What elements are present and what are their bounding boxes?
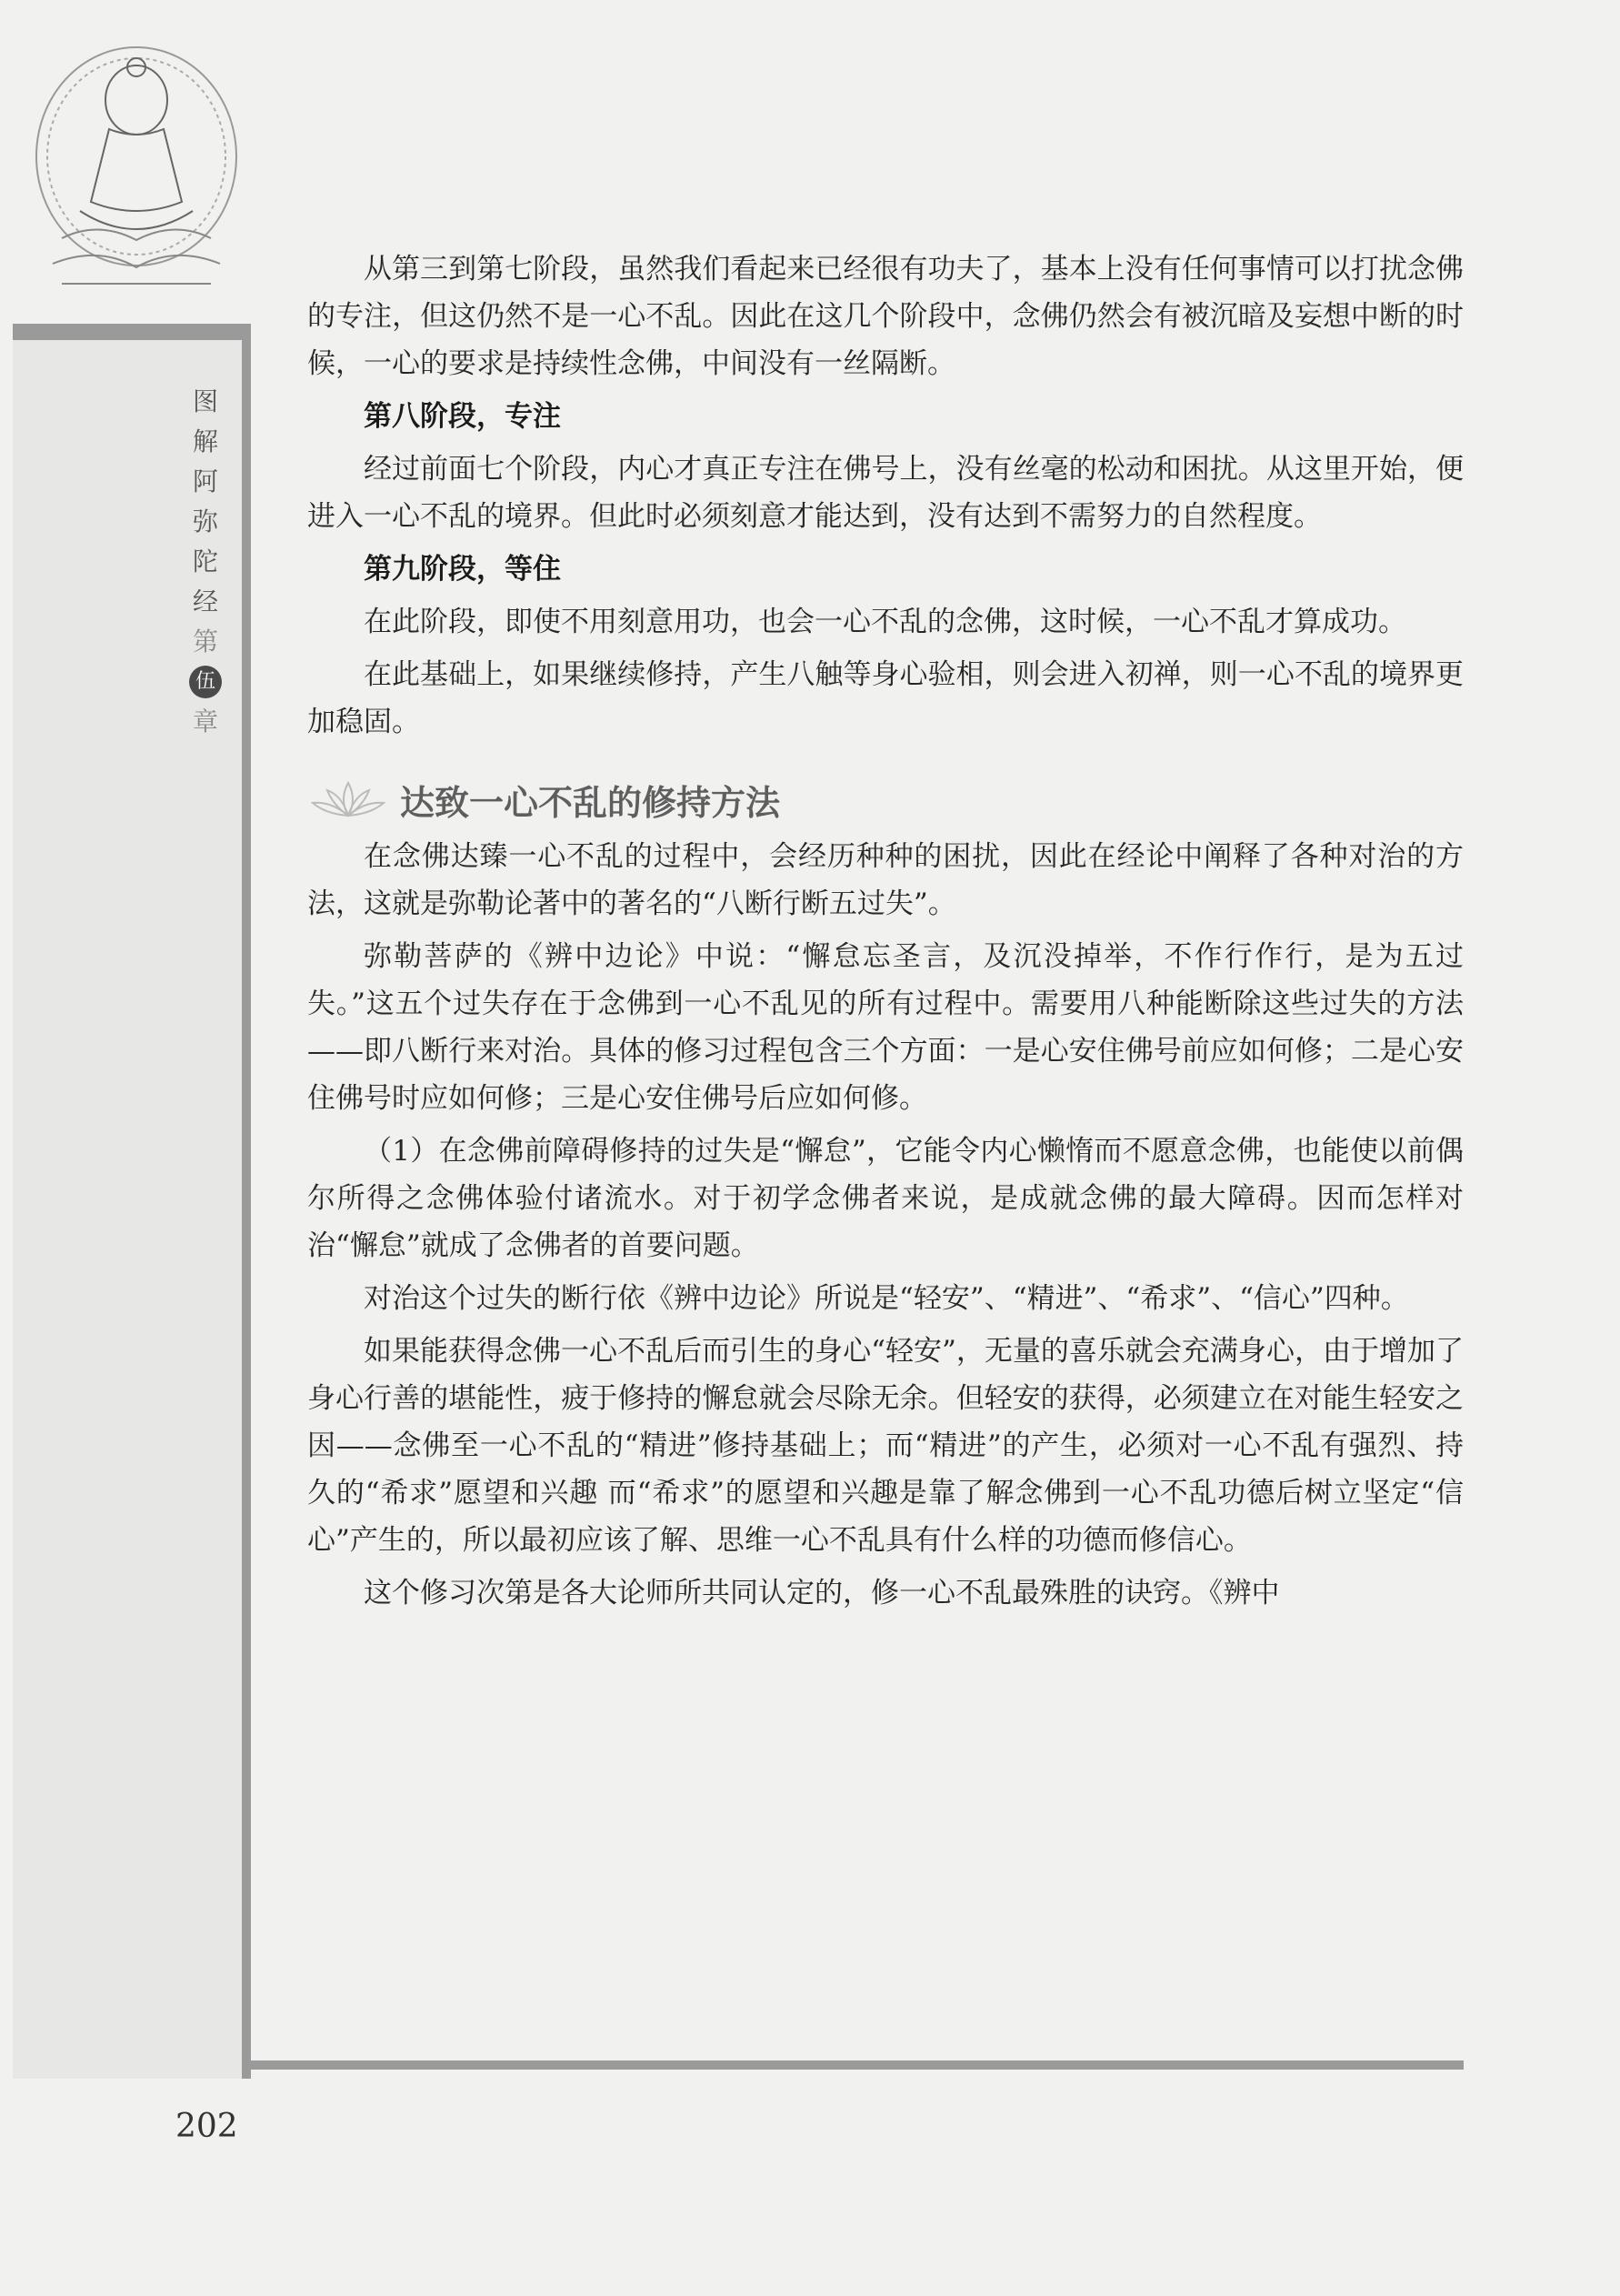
section-heading-row bbox=[307, 771, 1464, 827]
paragraph: 对治这个过失的断行依《辨中边论》所说是“轻安”、“精进”、“希求”、“信心”四种。 bbox=[364, 1282, 1409, 1315]
chapter-number-badge: 伍 bbox=[189, 666, 222, 698]
paragraph: 在此阶段，即使不用刻意用功，也会一心不乱的念佛，这时候，一心不乱才算成功。 bbox=[364, 606, 1406, 638]
lotus-icon bbox=[307, 777, 389, 821]
stage8-title: 第八阶段，专注 bbox=[364, 400, 561, 433]
title-char: 解 bbox=[192, 426, 218, 456]
vertical-book-title bbox=[185, 382, 225, 742]
paragraph: 从第三到第七阶段，虽然我们看起来已经很有功夫了，基本上没有任何事情可以打扰念佛的专注，但这仍然不是一心不乱。因此在这几个阶段中，念佛仍然会有被沉暗及妄想中断的时候，一心的要求是持续性念佛，中间没有一丝隔断。 bbox=[307, 253, 1464, 380]
paragraph: 在此基础上，如果继续修持，产生八触等身心验相，则会进入初禅，则一心不乱的境界更加稳固。 bbox=[307, 658, 1464, 738]
paragraph: 在念佛达臻一心不乱的过程中，会经历种种的困扰，因此在经论中阐释了各种对治的方法，这就是弥勒论著中的著名的“八断行断五过失”。 bbox=[307, 840, 1464, 920]
page-number: 202 bbox=[175, 2108, 238, 2145]
paragraph: 这个修习次第是各大论师所共同认定的，修一心不乱最殊胜的诀窍。《辨中 bbox=[364, 1577, 1280, 1609]
paragraph: 如果能获得念佛一心不乱后而引生的身心“轻安”，无量的喜乐就会充满身心，由于增加了身心行善的堪能性，疲于修持的懈怠就会尽除无余。但轻安的获得，必须建立在对能生轻安之因——念佛至一心不乱的“精进”修持基础上；而“精进”的产生，必须对一心不乱有强烈、持久的“希求”愿望和兴趣 而“希求”的愿望和兴趣是靠了解念佛到一心不乱功德后树立坚定“信心”产生的，所以最初应该了解、思维一心不乱具有什么样的功德而修信心。 bbox=[307, 1335, 1464, 1557]
stage9-title: 第九阶段，等住 bbox=[364, 553, 561, 586]
paragraph: （1）在念佛前障碍修持的过失是“懈怠”，它能令内心懒惰而不愿意念佛，也能使以前偶尔所得之念佛体验付诸流水。对于初学念佛者来说，是成就念佛的最大障碍。因而怎样对治“懈怠”就成了念佛者的首要问题。 bbox=[307, 1135, 1464, 1262]
title-char: 阿 bbox=[192, 466, 218, 496]
buddha-illustration bbox=[25, 29, 248, 302]
title-char: 陀 bbox=[192, 546, 218, 577]
paragraph: 经过前面七个阶段，内心才真正专注在佛号上，没有丝毫的松动和困扰。从这里开始，便进入一心不乱的境界。但此时必须刻意才能达到，没有达到不需努力的自然程度。 bbox=[307, 453, 1464, 533]
title-char: 图 bbox=[192, 386, 218, 416]
title-char: 弥 bbox=[192, 506, 218, 536]
bottom-rule bbox=[251, 2060, 1464, 2070]
title-char: 经 bbox=[192, 587, 218, 617]
body-text bbox=[307, 246, 1464, 1622]
paragraph: 弥勒菩萨的《辨中边论》中说：“懈怠忘圣言，及沉没掉举，不作行作行，是为五过失。”这五个过失存在于念佛到一心不乱见的所有过程中。需要用八种能断除这些过失的方法——即八断行来对治。具体的修习过程包含三个方面：一是心安住佛号前应如何修；二是心安住佛号时应如何修；三是心安住佛号后应如何修。 bbox=[307, 940, 1464, 1115]
section-heading: 达致一心不乱的修持方法 bbox=[400, 782, 781, 823]
chapter-prefix: 第 bbox=[192, 627, 218, 657]
chapter-suffix: 章 bbox=[192, 707, 218, 737]
